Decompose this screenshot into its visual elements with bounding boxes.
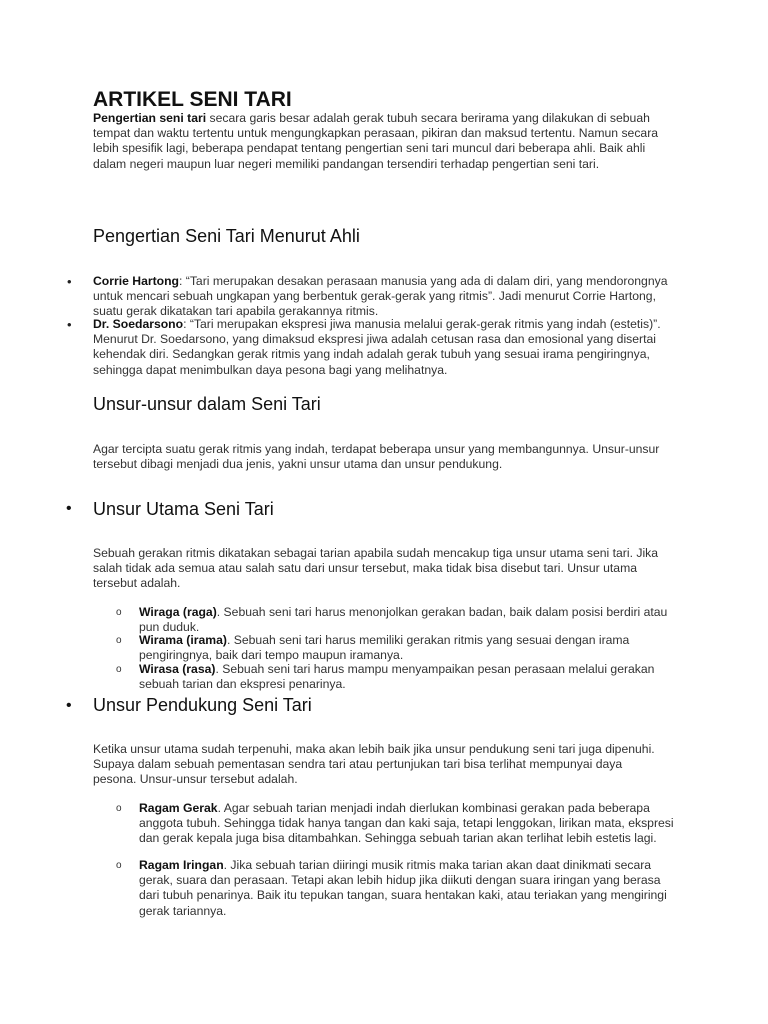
ahli-name: Dr. Soedarsono xyxy=(93,317,184,331)
bullet-icon: • xyxy=(67,317,72,332)
pendukung-paragraph: Ketika unsur utama sudah terpenuhi, maka akan lebih baik jika unsur pendukung seni tari juga dipenuhi. Supaya dalam sebuah pementasan sendra tari atau pertunjukan tari bisa terlihat mempunyai daya pesona. Unsur-unsur tersebut adalah. xyxy=(93,742,655,787)
unsur-paragraph: Agar tercipta suatu gerak ritmis yang indah, terdapat beberapa unsur yang membangunnya. Unsur-unsur tersebut dibagi menjadi dua jenis, yakni unsur utama dan unsur pendukung. xyxy=(93,442,660,472)
bullet-icon: • xyxy=(66,697,72,714)
unsur-text: . Agar sebuah tarian menjadi indah dierlukan kombinasi gerakan pada beberapa anggota tubuh. Sehingga tidak hanya tangan dan kaki saja, tetapi lenggokan, lirikan mata, ekspresi dan gerak kepala juga bisa ditambahkan. Sehingga sebuah tarian akan terlihat lebih estetis lagi. xyxy=(139,801,674,846)
circle-bullet-icon: o xyxy=(116,635,122,646)
unsur-text: . Sebuah seni tari harus menonjolkan gerakan badan, baik dalam posisi berdiri atau pun duduk. xyxy=(139,605,668,635)
unsur-name: Wirama (irama) xyxy=(139,633,227,647)
heading-unsur-pendukung: Unsur Pendukung Seni Tari xyxy=(93,695,312,715)
ahli-text: : “Tari merupakan ekspresi jiwa manusia melalui gerak-gerak ritmis yang indah (estetis)”. Menurut Dr. Soedarsono, yang dimaksud ekspresi jiwa adalah cetusan rasa dan emosional yang disertai kehendak diri. Sedangkan gerak ritmis yang indah adalah gerak tubuh yang sesuai irama pengiringnya, sehingga dapat menimbulkan daya pesona bagi yang melihatnya. xyxy=(93,317,661,377)
list-item-ragam-iringan xyxy=(139,858,674,919)
unsur-text: . Sebuah seni tari harus mampu menyampaikan pesan perasaan melalui gerakan sebuah tarian dan ekspresi penarinya. xyxy=(139,662,655,692)
intro-text: secara garis besar adalah gerak tubuh secara berirama yang dilakukan di sebuah tempat dan waktu tertentu untuk mengungkapkan perasaan, pikiran dan maksud tertentu. Namun secara lebih spesifik lagi, beberapa pendapat tentang pengertian seni tari muncul dari beberapa ahli. Baik ahli dalam negeri maupun luar negeri memiliki pandangan tersendiri terhadap pengertian seni tari. xyxy=(93,111,659,171)
list-item-wirama xyxy=(139,633,674,663)
list-item-ragam-gerak xyxy=(139,801,674,847)
heading-unsur-utama: Unsur Utama Seni Tari xyxy=(93,499,274,519)
unsur-name: Wirasa (rasa) xyxy=(139,662,216,676)
unsur-text: . Jika sebuah tarian diiringi musik ritmis maka tarian akan daat dinikmati secara gerak, suara dan perasaan. Tetapi akan lebih hidup jika diikuti dengan suara iringan yang berasa dari tubuh penarinya. Baik itu tepukan tangan, suara hentakan kaki, atau teriakan yang mengiringi gerak tariannya. xyxy=(139,858,667,918)
utama-paragraph: Sebuah gerakan ritmis dikatakan sebagai tarian apabila sudah mencakup tiga unsur utama seni tari. Jika salah tidak ada semua atau salah satu dari unsur tersebut, maka tidak bisa disebut tari. Unsur utama tersebut adalah. xyxy=(93,546,659,591)
unsur-name: Ragam Iringan xyxy=(139,858,224,872)
list-item-wirasa xyxy=(139,662,674,692)
circle-bullet-icon: o xyxy=(116,664,122,675)
ahli-name: Corrie Hartong xyxy=(93,274,179,288)
heading-pengertian-ahli: Pengertian Seni Tari Menurut Ahli xyxy=(93,226,360,246)
circle-bullet-icon: o xyxy=(116,860,122,871)
bullet-icon: • xyxy=(66,500,72,517)
unsur-name: Wiraga (raga) xyxy=(139,605,217,619)
page-title: ARTIKEL SENI TARI xyxy=(93,88,292,111)
list-item-soedarsono xyxy=(93,317,673,378)
intro-lead: Pengertian seni tari xyxy=(93,111,207,125)
unsur-text: . Sebuah seni tari harus memiliki gerakan ritmis yang sesuai dengan irama pengiringnya, baik dari tempo maupun iramanya. xyxy=(139,633,630,663)
list-item-corrie-hartong xyxy=(93,274,673,320)
circle-bullet-icon: o xyxy=(116,803,122,814)
bullet-icon: • xyxy=(67,274,72,289)
unsur-name: Ragam Gerak xyxy=(139,801,218,815)
intro-paragraph xyxy=(93,111,665,172)
heading-unsur-unsur: Unsur-unsur dalam Seni Tari xyxy=(93,394,321,414)
ahli-text: : “Tari merupakan desakan perasaan manusia yang ada di dalam diri, yang mendorongnya untuk mencari sebuah ungkapan yang berbentuk gerak-gerak yang ritmis”. Jadi menurut Corrie Hartong, suatu gerak dikatakan tari apabila gerakannya ritmis. xyxy=(93,274,668,319)
circle-bullet-icon: o xyxy=(116,607,122,618)
list-item-wiraga xyxy=(139,605,674,635)
